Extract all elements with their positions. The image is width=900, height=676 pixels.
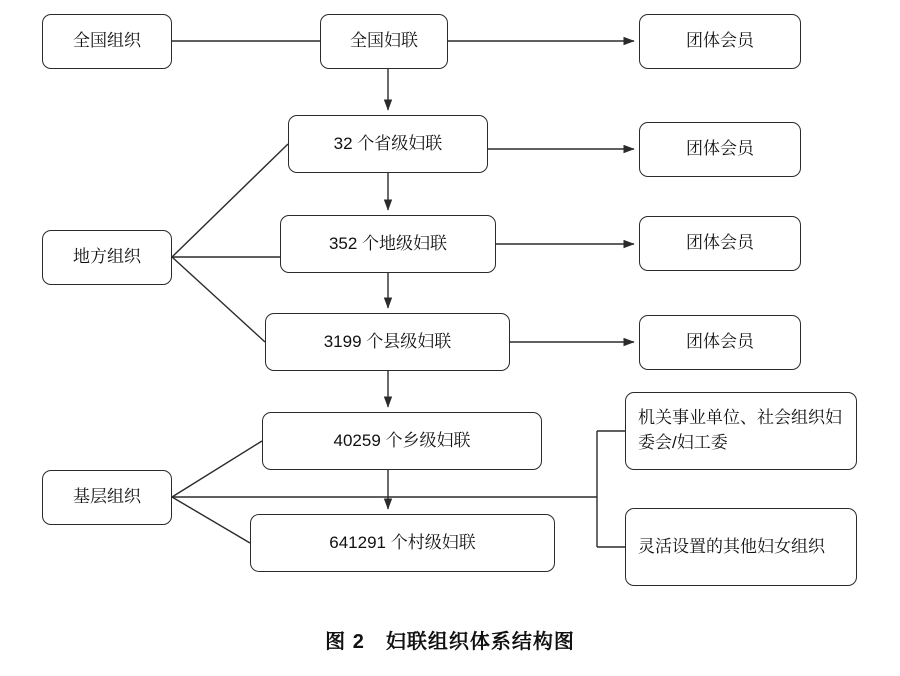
node-group-member-3[interactable]: [639, 216, 801, 271]
connector-grassroots-to-township: [172, 441, 262, 497]
node-prefecture-federations[interactable]: [280, 215, 496, 273]
node-label: 团体会员: [686, 139, 754, 159]
connector-local-org-to-provincial: [172, 144, 288, 257]
node-label: 3199 个县级妇联: [323, 331, 452, 351]
node-institutions-committees[interactable]: [625, 392, 857, 470]
node-village-federations[interactable]: [250, 514, 555, 572]
node-label: 灵活设置的其他妇女组织: [638, 536, 825, 556]
node-label: 352 个地级妇联: [328, 233, 448, 253]
node-label: 基层组织: [73, 487, 141, 507]
figure-caption: 图 2 妇联组织体系结构图: [325, 631, 575, 653]
node-other-flexible-orgs[interactable]: [625, 508, 857, 586]
node-national-org[interactable]: [42, 14, 172, 69]
node-label: 团体会员: [686, 233, 754, 253]
node-township-federations[interactable]: [262, 412, 542, 470]
node-national-federation[interactable]: [320, 14, 448, 69]
node-county-federations[interactable]: [265, 313, 510, 371]
node-grassroots-org[interactable]: [42, 470, 172, 525]
connector-grassroots-to-village: [172, 497, 250, 543]
node-label: 团体会员: [686, 31, 754, 51]
node-label: 地方组织: [73, 247, 141, 267]
connector-local-org-to-county: [172, 257, 265, 342]
node-label: 40259 个乡级妇联: [333, 430, 471, 450]
node-group-member-1[interactable]: [639, 14, 801, 69]
node-group-member-2[interactable]: [639, 122, 801, 177]
node-provincial-federations[interactable]: [288, 115, 488, 173]
node-label: 641291 个村级妇联: [329, 532, 476, 552]
node-label: 32 个省级妇联: [333, 133, 443, 153]
node-group-member-4[interactable]: [639, 315, 801, 370]
node-label: 全国组织: [73, 31, 141, 51]
node-label: 全国妇联: [350, 31, 418, 51]
node-label: 机关事业单位、社会组织妇委会/妇工委: [638, 408, 842, 452]
node-label: 团体会员: [686, 332, 754, 352]
node-local-org[interactable]: [42, 230, 172, 285]
